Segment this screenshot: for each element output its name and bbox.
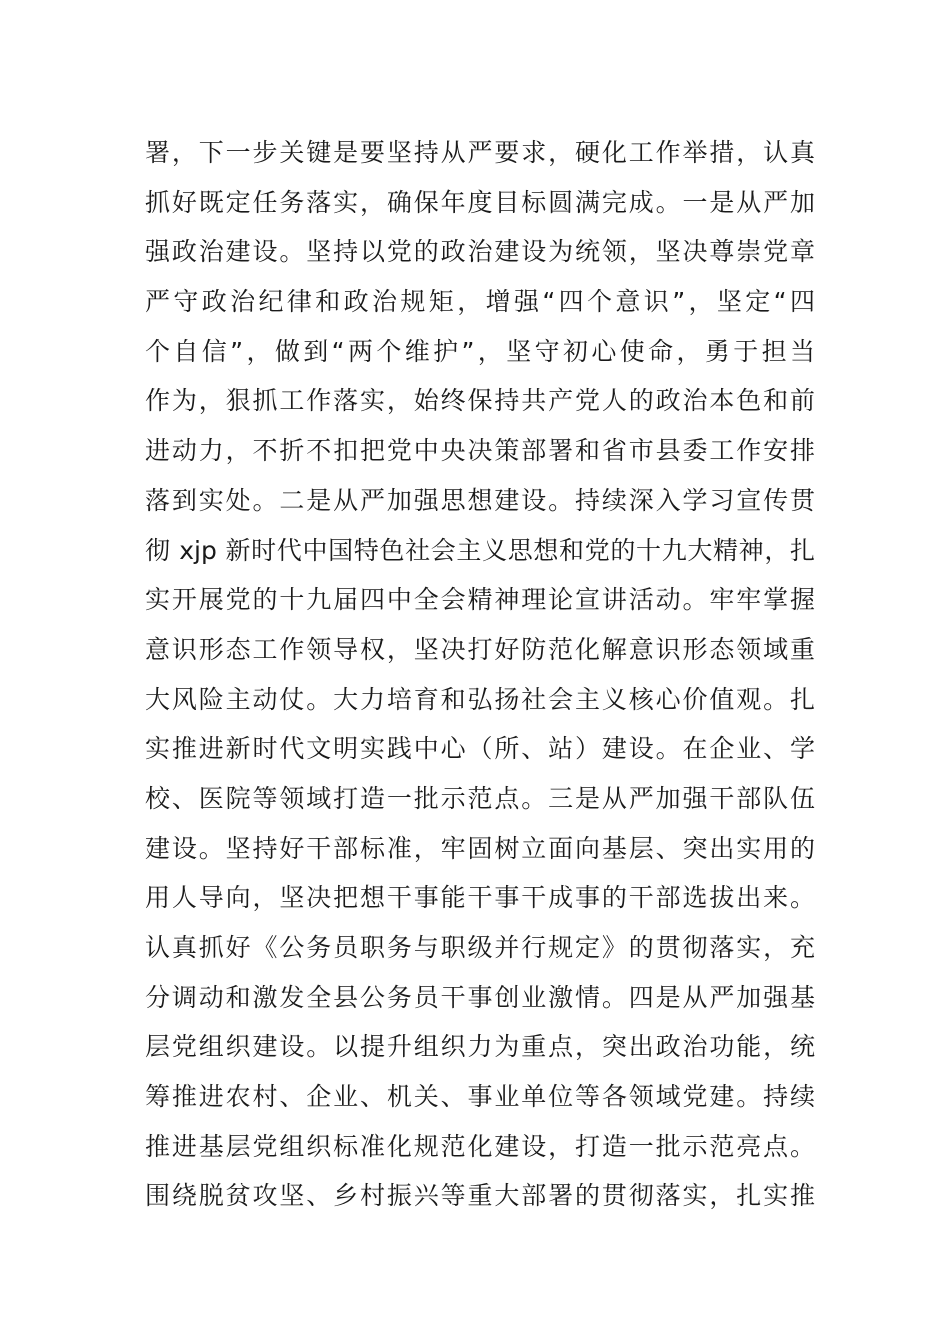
text-line-6: 作为，狠抓工作落实，始终保持共产党人的政治本色和前 [145,386,815,416]
text-line-12: 大风险主动仗。大力培育和弘扬社会主义核心价值观。扎 [145,684,815,714]
text-line-5: 个自信”，做到“两个维护”，坚守初心使命，勇于担当 [145,336,815,366]
text-line-19: 层党组织建设。以提升组织力为重点，突出政治功能，统 [145,1032,815,1062]
text-line-8: 落到实处。二是从严加强思想建设。持续深入学习宣传贯 [145,485,815,515]
text-line-11: 意识形态工作领导权，坚决打好防范化解意识形态领域重 [145,634,815,664]
text-line-13: 实推进新时代文明实践中心（所、站）建设。在企业、学 [145,734,815,764]
text-line-3: 强政治建设。坚持以党的政治建设为统领，坚决尊崇党章 [145,237,815,267]
text-line-17: 认真抓好《公务员职务与职级并行规定》的贯彻落实，充 [145,933,815,962]
text-line-18: 分调动和激发全县公务员干事创业激情。四是从严加强基 [145,982,815,1012]
text-line-1: 署，下一步关键是要坚持从严要求，硬化工作举措，认真 [145,138,815,167]
text-line-10: 实开展党的十九届四中全会精神理论宣讲活动。牢牢掌握 [145,585,815,615]
text-line-21: 推进基层党组织标准化规范化建设，打造一批示范亮点。 [145,1131,815,1161]
text-line-7: 进动力，不折不扣把党中央决策部署和省市县委工作安排 [145,436,815,466]
text-line-9: 彻 xjp 新时代中国特色社会主义思想和党的十九大精神，扎 [145,535,815,565]
text-line-15: 建设。坚持好干部标准，牢固树立面向基层、突出实用的 [145,833,815,863]
text-line-14: 校、医院等领域打造一批示范点。三是从严加强干部队伍 [145,783,815,813]
text-line-4: 严守政治纪律和政治规矩，增强“四个意识”，坚定“四 [145,287,815,317]
text-line-2: 抓好既定任务落实，确保年度目标圆满完成。一是从严加 [145,187,815,217]
text-line-20: 筹推进农村、企业、机关、事业单位等各领域党建。持续 [145,1082,815,1112]
text-line-22: 围绕脱贫攻坚、乡村振兴等重大部署的贯彻落实，扎实推 [145,1181,815,1211]
body-text [145,128,815,1221]
text-line-16: 用人导向，坚决把想干事能干事干成事的干部选拔出来。 [145,883,815,913]
